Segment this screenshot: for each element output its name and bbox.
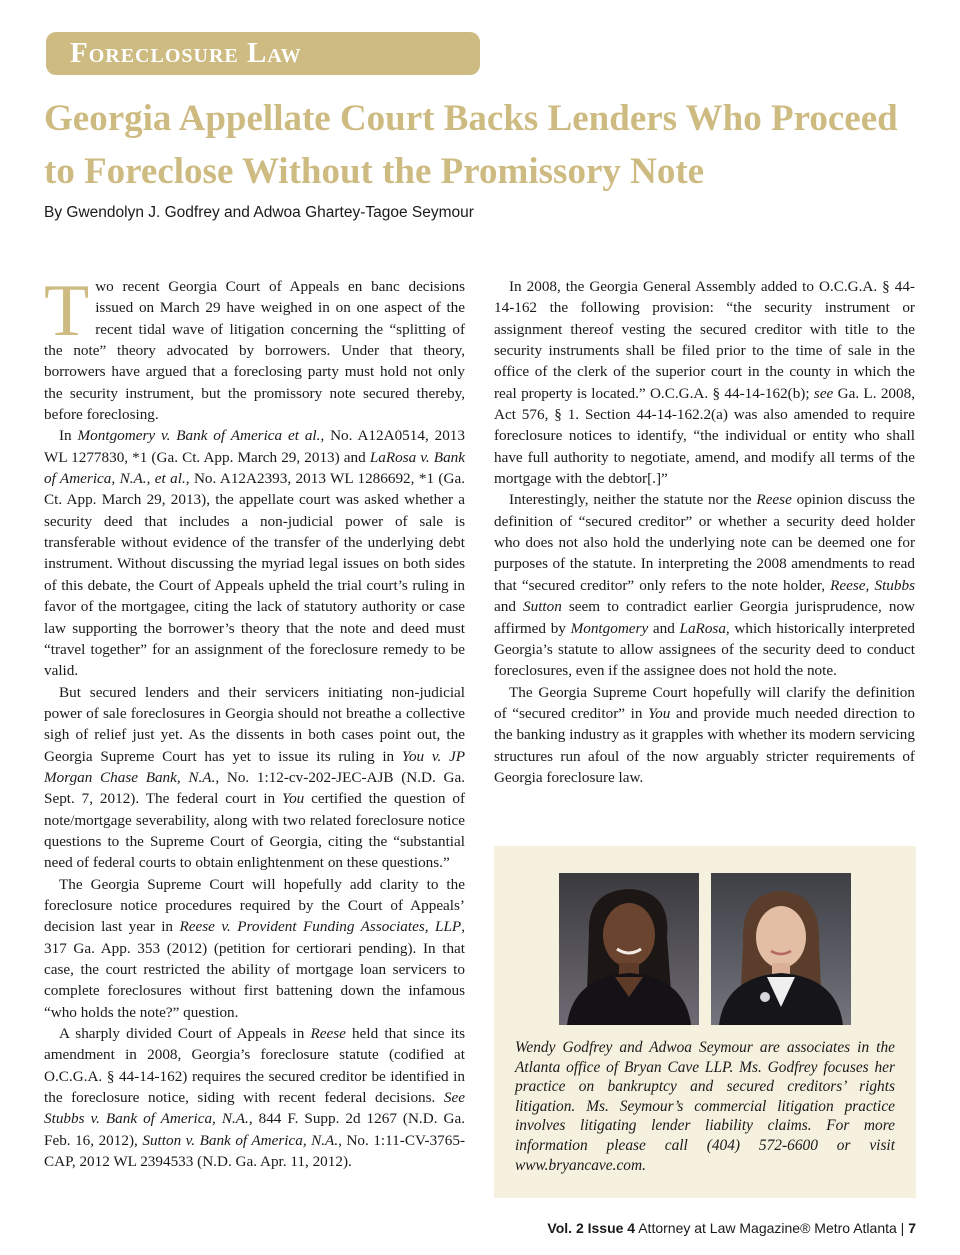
byline: By Gwendolyn J. Godfrey and Adwoa Ghartey-Tagoe Seymour: [44, 204, 474, 221]
page-number: 7: [908, 1220, 916, 1236]
author-photo-box: [494, 846, 916, 1198]
page-footer: [547, 1220, 916, 1236]
footer-separator: |: [900, 1220, 905, 1236]
paragraph: The Georgia Supreme Court hopefully will clarify the definition of “secured creditor” in You and provide much needed direction to the banking industry as it grapples with whether its modern servicing structures run afoul of the now arguably stricter requirements of Georgia foreclosure law.: [494, 683, 915, 786]
issue-label: Vol. 2 Issue 4: [547, 1220, 636, 1236]
left-column: [44, 270, 466, 1172]
section-tag: Foreclosure Law: [46, 32, 480, 75]
article-headline: Georgia Appellate Court Backs Lenders Who Proceed to Foreclose Without the Promissory Note: [44, 98, 898, 192]
paragraph: The Georgia Supreme Court will hopefully add clarity to the foreclosure notice procedures required by the Court of Appeals’ decision last year in Reese v. Provident Funding Associates, LLP, 317 Ga. App. 353 (2012) (petition for certiorari pending). In that case, the court restricted the ability of mortgage loan servicers to complete foreclosures without first battening down the infamous “who holds the note?” question.: [44, 875, 465, 1021]
paragraph: A sharply divided Court of Appeals in Reese held that since its amendment in 2008, Georgia’s foreclosure statute (codified at O.C.G.A. § 44-14-162) requires the secured creditor be identified in the foreclosure notice, siding with recent federal decisions. See Stubbs v. Bank of America, N.A., 844 F. Supp. 2d 1267 (N.D. Ga. Feb. 16, 2012), Sutton v. Bank of America, N.A., No. 1:11-CV-3765-CAP, 2012 WL 2394533 (N.D. Ga. Apr. 11, 2012).: [44, 1025, 466, 1171]
author-caption: Wendy Godfrey and Adwoa Seymour are associates in the Atlanta office of Bryan Cave LLP. Ms. Godfrey focuses her practice on bankruptcy and secured creditors’ rights litigation. Ms. Seymour’s commercial litigation practice involves litigating lender liability claims. For more information please call (404) 572-6600 or visit www.bryancave.com.: [515, 1039, 895, 1174]
author-photo-godfrey: [559, 873, 699, 1025]
paragraph: Interestingly, neither the statute nor the Reese opinion discuss the definition of “secured creditor” or whether a security deed holder who does not also hold the underlying note can be deemed one for purposes of the statute. In interpreting the 2008 amendments to read that “secured creditor” only refers to the note holder, Reese, Stubbs and Sutton seem to contradict earlier Georgia jurisprudence, now affirmed by Montgomery and LaRosa, which historically interpreted Georgia’s statute to allow assignees of the security deed to conduct foreclosures, even if the assignee does not hold the note.: [494, 491, 916, 680]
paragraph: Two recent Georgia Court of Appeals en banc decisions issued on March 29 have weighed in on one aspect of the recent tidal wave of litigation concerning the “splitting of the note” theory advocated by borrowers. Under that theory, borrowers have argued that a foreclosing party must hold not only the security instrument, but the promissory note secured thereby, before foreclosing.: [44, 270, 465, 424]
author-photo-seymour: [711, 873, 851, 1025]
paragraph: In 2008, the Georgia General Assembly added to O.C.G.A. § 44-14-162 the following provision: “the security instrument or assignment thereof vesting the secured creditor with title to the security instruments shall be filed prior to the time of sale in the office of the clerk of the superior court in the county in which the real property is located.” O.C.G.A. § 44-14-162(b); see Ga. L. 2008, Act 576, § 1. Section 44-14-162.2(a) was also amended to require foreclosure notices to identify, “the individual or entity who shall have full authority to negotiate, amend, and modify all terms of the mortgage with the debtor[.]”: [494, 278, 915, 488]
paragraph: In Montgomery v. Bank of America et al., No. A12A0514, 2013 WL 1277830, *1 (Ga. Ct. App. March 29, 2013) and LaRosa v. Bank of America, N.A., et al., No. A12A2393, 2013 WL 1286692, *1 (Ga. Ct. App. March 29, 2013), the appellate court was asked whether a security deed that includes a non-judicial power of sale is transferable without evidence of the transfer of the underlying debt instrument. Without discussing the myriad legal issues on both sides of this debate, the Court of Appeals upheld the trial court’s ruling in favor of the mortgagee, citing the lack of statutory authority or case law supporting the borrower’s theory that the note and deed must “travel together” for an assignment of the foreclosure remedy to be valid.: [44, 427, 466, 680]
magazine-name: Attorney at Law Magazine® Metro Atlanta: [638, 1220, 897, 1236]
drop-cap: T: [44, 270, 90, 352]
right-column: [494, 276, 915, 788]
paragraph: But secured lenders and their servicers initiating non-judicial power of sale foreclosures in Georgia should not breathe a collective sigh of relief just yet. As the dissents in both cases point out, the Georgia Supreme Court has yet to issue its ruling in You v. JP Morgan Chase Bank, N.A., No. 1:12-cv-202-JEC-AJB (N.D. Ga. Sept. 7, 2012). The federal court in You certified the question of note/mortgage severability, along with two related foreclosure notice questions to the Supreme Court of Georgia, citing the “substantial need of federal courts to obtain enlightenment on these questions.”: [44, 683, 466, 872]
